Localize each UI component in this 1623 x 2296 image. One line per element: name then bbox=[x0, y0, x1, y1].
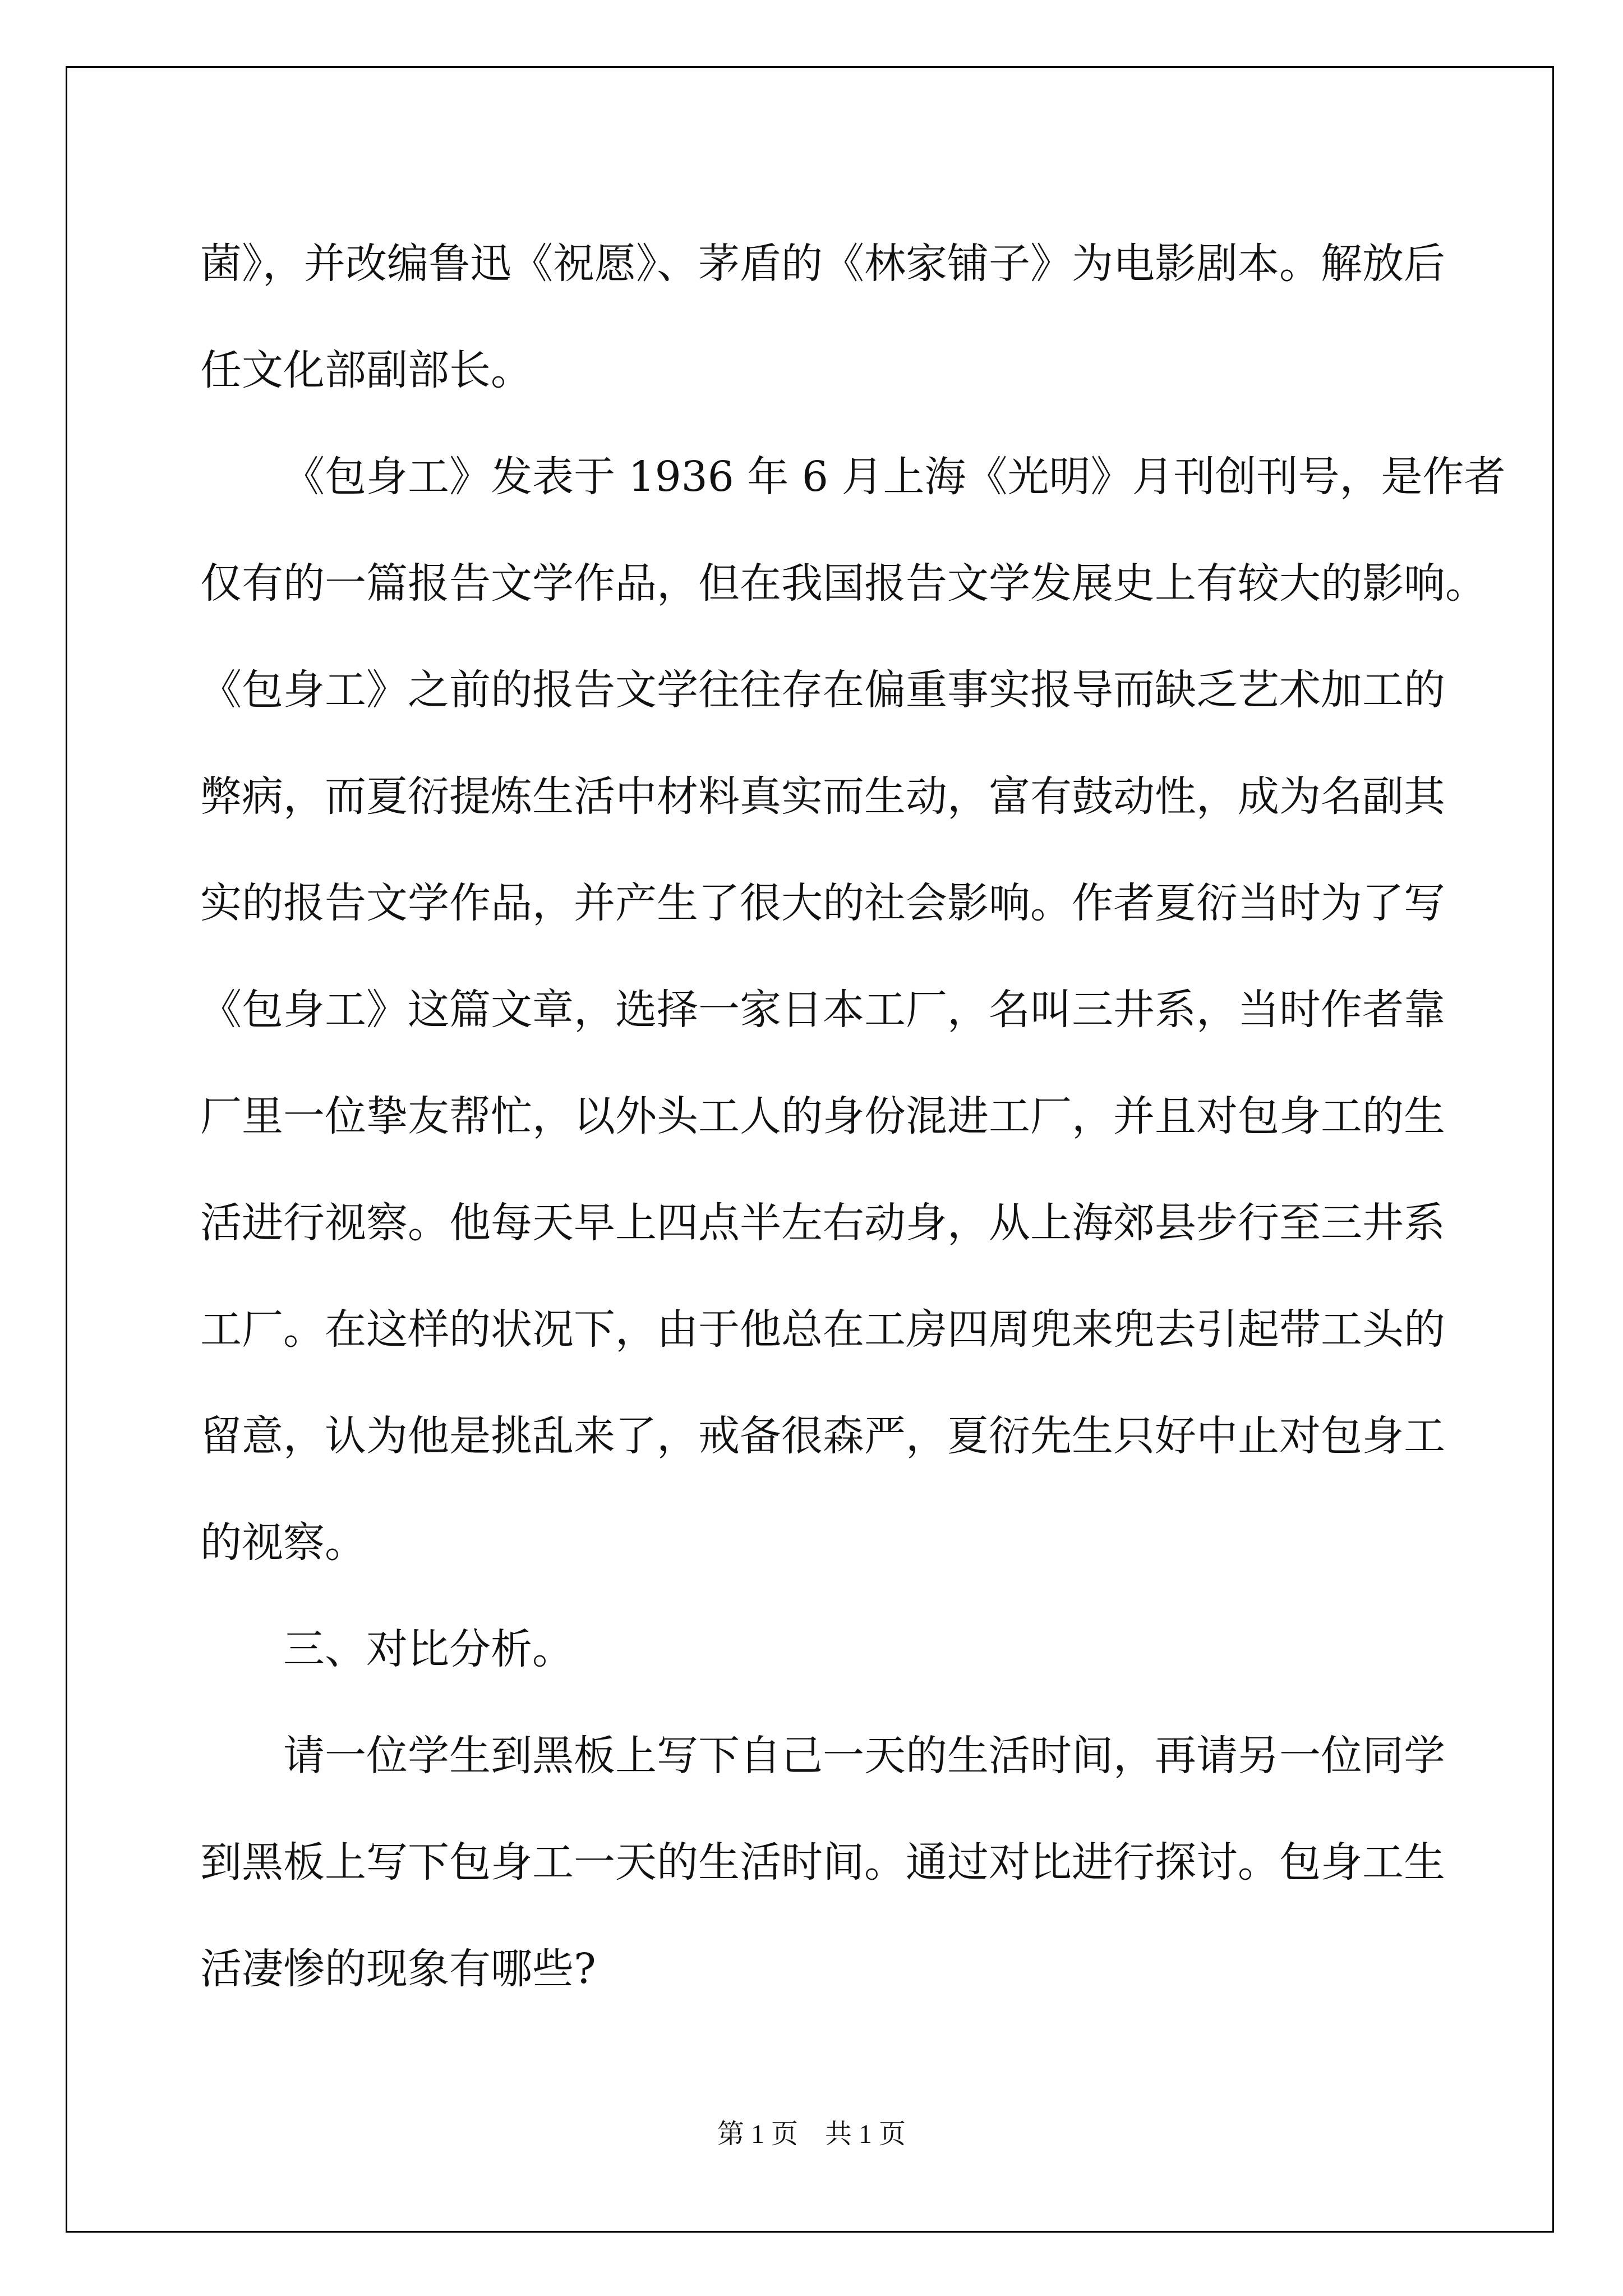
text-line: 活凄惨的现象有哪些? bbox=[200, 1945, 596, 1993]
text-line: 仅有的一篇报告文学作品，但在我国报告文学发展史上有较大的影响。 bbox=[200, 559, 1487, 608]
text-line: 三、对比分析。 bbox=[283, 1625, 574, 1673]
document-body bbox=[200, 210, 1506, 2022]
text-line: 厂里一位挚友帮忙，以外头工人的身份混进工厂，并且对包身工的生 bbox=[200, 1092, 1445, 1140]
page-total: 共 1 页 bbox=[825, 2119, 906, 2149]
text-line: 《包身工》发表于 1936 年 6 月上海《光明》月刊创刊号，是作者 bbox=[283, 453, 1506, 501]
text-line: 活进行视察。他每天早上四点半左右动身，从上海郊县步行至三井系 bbox=[200, 1199, 1445, 1247]
text-line: 实的报告文学作品，并产生了很大的社会影响。作者夏衍当时为了写 bbox=[200, 879, 1445, 927]
text-line: 《包身工》这篇文章，选择一家日本工厂，名叫三井系，当时作者靠 bbox=[200, 986, 1445, 1034]
page-number: 第 1 页 bbox=[717, 2119, 798, 2149]
page-footer bbox=[0, 2118, 1623, 2151]
text-line: 菌》，并改编鲁迅《祝愿》、茅盾的《林家铺子》为电影剧本。解放后 bbox=[200, 240, 1445, 288]
text-line: 请一位学生到黑板上写下自己一天的生活时间，再请另一位同学 bbox=[283, 1732, 1445, 1780]
text-line: 到黑板上写下包身工一天的生活时间。通过对比进行探讨。包身工生 bbox=[200, 1838, 1445, 1887]
text-line: 工厂。在这样的状况下，由于他总在工房四周兜来兜去引起带工头的 bbox=[200, 1305, 1445, 1354]
text-line: 弊病，而夏衍提炼生活中材料真实而生动，富有鼓动性，成为名副其 bbox=[200, 772, 1445, 821]
text-line: 的视察。 bbox=[200, 1519, 366, 1567]
text-line: 任文化部副部长。 bbox=[200, 346, 532, 394]
text-line: 留意，认为他是挑乱来了，戒备很森严，夏衍先生只好中止对包身工 bbox=[200, 1412, 1445, 1460]
text-line: 《包身工》之前的报告文学往往存在偏重事实报导而缺乏艺术加工的 bbox=[200, 666, 1445, 714]
